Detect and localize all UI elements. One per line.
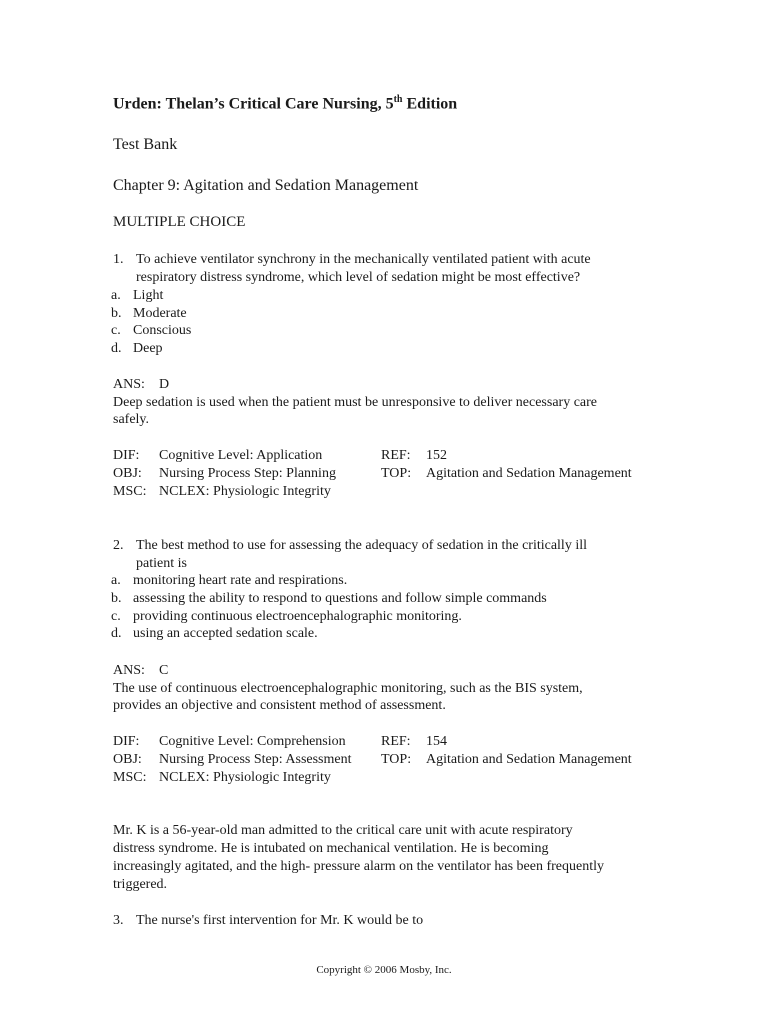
case-text: distress syndrome. He is intubated on mechanical ventilation. He is becoming	[113, 841, 549, 856]
top-label: TOP:	[381, 466, 412, 481]
rationale: provides an objective and consistent method of assessment.	[113, 698, 446, 713]
option-text: Conscious	[133, 323, 192, 338]
ref-label: REF:	[381, 734, 411, 749]
option-letter: a.	[111, 573, 121, 588]
rationale: The use of continuous electroencephalographic monitoring, such as the BIS system,	[113, 681, 583, 696]
option-text: Light	[133, 288, 164, 303]
dif-label: DIF:	[113, 448, 140, 463]
test-bank-heading: Test Bank	[113, 136, 178, 153]
option-text: Deep	[133, 341, 163, 356]
obj-value: Nursing Process Step: Planning	[159, 466, 336, 481]
answer-label: ANS:	[113, 663, 145, 678]
rationale: safely.	[113, 412, 150, 427]
option-text: monitoring heart rate and respirations.	[133, 573, 348, 588]
book-title: Urden: Thelan’s Critical Care Nursing, 5th Edition	[113, 94, 458, 113]
case-text: triggered.	[113, 877, 168, 892]
section-title: MULTIPLE CHOICE	[113, 214, 246, 230]
option-letter: a.	[111, 288, 121, 303]
ref-value: 152	[426, 448, 447, 463]
answer-value: C	[159, 663, 169, 678]
option-letter: d.	[111, 341, 122, 356]
option-letter: d.	[111, 626, 122, 641]
option-text: using an accepted sedation scale.	[133, 626, 318, 641]
question-stem: respiratory distress syndrome, which level of sedation might be most effective?	[136, 270, 581, 285]
option-text: providing continuous electroencephalographic monitoring.	[133, 609, 462, 624]
obj-label: OBJ:	[113, 466, 142, 481]
answer-label: ANS:	[113, 377, 145, 392]
ref-label: REF:	[381, 448, 411, 463]
question-number: 2.	[113, 538, 124, 553]
option-letter: b.	[111, 591, 122, 606]
msc-value: NCLEX: Physiologic Integrity	[159, 484, 331, 499]
question-stem: The nurse's first intervention for Mr. K would be to	[136, 913, 424, 928]
obj-value: Nursing Process Step: Assessment	[159, 752, 352, 767]
msc-label: MSC:	[113, 770, 147, 785]
question-stem: patient is	[136, 556, 187, 571]
case-text: increasingly agitated, and the high- pressure alarm on the ventilator has been frequently	[113, 859, 604, 874]
msc-label: MSC:	[113, 484, 147, 499]
top-value: Agitation and Sedation Management	[426, 466, 632, 481]
dif-value: Cognitive Level: Application	[159, 448, 323, 463]
option-letter: c.	[111, 609, 121, 624]
ref-value: 154	[426, 734, 447, 749]
question-stem: The best method to use for assessing the adequacy of sedation in the critically ill	[136, 538, 587, 553]
top-value: Agitation and Sedation Management	[426, 752, 632, 767]
obj-label: OBJ:	[113, 752, 142, 767]
question-stem: To achieve ventilator synchrony in the mechanically ventilated patient with acute	[136, 252, 591, 267]
top-label: TOP:	[381, 752, 412, 767]
copyright-footer: Copyright © 2006 Mosby, Inc.	[316, 964, 452, 976]
option-text: Moderate	[133, 306, 187, 321]
rationale: Deep sedation is used when the patient must be unresponsive to deliver necessary care	[113, 395, 598, 410]
option-text: assessing the ability to respond to questions and follow simple commands	[133, 591, 547, 606]
msc-value: NCLEX: Physiologic Integrity	[159, 770, 331, 785]
question-number: 1.	[113, 252, 124, 267]
case-text: Mr. K is a 56-year-old man admitted to the critical care unit with acute respiratory	[113, 823, 573, 838]
option-letter: b.	[111, 306, 122, 321]
chapter-title: Chapter 9: Agitation and Sedation Management	[113, 177, 419, 194]
dif-label: DIF:	[113, 734, 140, 749]
dif-value: Cognitive Level: Comprehension	[159, 734, 346, 749]
question-number: 3.	[113, 913, 124, 928]
option-letter: c.	[111, 323, 121, 338]
answer-value: D	[159, 377, 170, 392]
